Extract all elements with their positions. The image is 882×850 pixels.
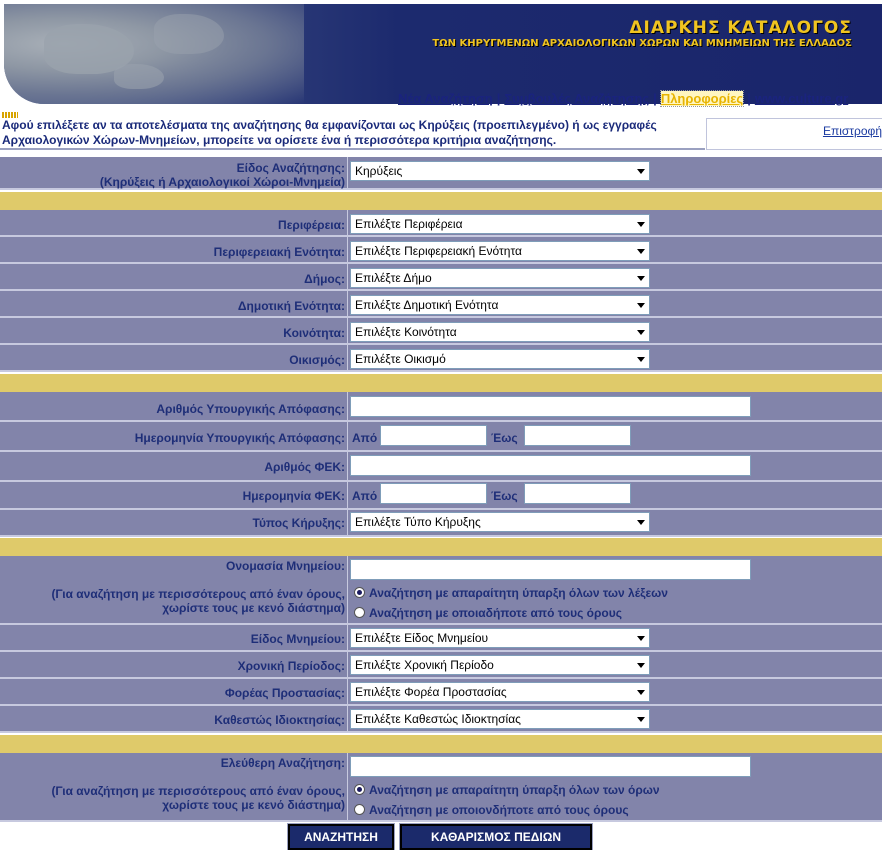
row-free-search (0, 753, 882, 822)
monument-name-input[interactable] (350, 559, 751, 580)
radio-selected-icon[interactable] (354, 784, 365, 795)
chevron-down-icon (637, 330, 645, 335)
chevron-down-icon (637, 520, 645, 525)
fek-date-to-input[interactable] (524, 483, 631, 504)
row-settlement (0, 345, 882, 372)
chevron-down-icon (637, 222, 645, 227)
decision-date-label: Ημερομηνία Υπουργικής Απόφασης: (134, 431, 345, 445)
form-buttons (0, 824, 882, 850)
nav-new-search-link[interactable]: Νέα Αναζήτηση (398, 91, 493, 106)
row-municipality (0, 264, 882, 291)
row-fek-date (0, 482, 882, 510)
row-regional-unit (0, 237, 882, 264)
monument-name-label: Ονομασία Μνημείου: (226, 559, 345, 573)
row-ownership (0, 706, 882, 733)
nav-culture-site-link[interactable]: www.culture.gr (754, 91, 849, 106)
banner-panel (4, 4, 882, 104)
section-separator (0, 192, 882, 210)
decision-number-label: Αριθμός Υπουργικής Απόφασης: (156, 402, 345, 416)
section-separator (0, 538, 882, 556)
nav-info-link[interactable]: Πληροφορίες (660, 91, 744, 106)
info-text: Αφού επιλέξετε αν τα αποτελέσματα της αναζήτησης θα εμφανίζονται ως Κηρύξεις (προεπιλεγμένο) ή ως εγγραφές Αρχαιολογικών Χώρων-Μνημείων, μπορείτε να ορίσετε ένα ή περισσότερα κριτήρια αναζήτησης. (2, 118, 657, 147)
fek-date-from-input[interactable] (380, 483, 487, 504)
free-search-hint: (Για αναζήτηση με περισσότερους από έναν όρους, χωρίστε τους με κενό διάστημα) (51, 784, 345, 812)
region-label: Περιφέρεια: (278, 218, 345, 232)
greece-map-image (4, 4, 304, 104)
row-monument-name (0, 556, 882, 625)
nav-separator: | (747, 91, 751, 106)
free-search-input[interactable] (350, 756, 751, 777)
site-subtitle: ΤΩΝ ΚΗΡΥΓΜΕΝΩΝ ΑΡΧΑΙΟΛΟΓΙΚΩΝ ΧΩΡΩΝ ΚΑΙ ΜΝΗΜΕΙΩΝ ΤΗΣ ΕΛΛΑΔΟΣ (432, 38, 852, 49)
clear-fields-button[interactable]: ΚΑΘΑΡΙΣΜΟΣ ΠΕΔΙΩΝ (400, 824, 592, 850)
chevron-down-icon (637, 303, 645, 308)
section-separator (0, 374, 882, 392)
fek-date-to-label: Έως (491, 489, 518, 503)
row-municipal-unit (0, 291, 882, 318)
fek-date-from-label: Από (352, 489, 378, 503)
monument-name-hint: (Για αναζήτηση με περισσότερους από έναν όρους, χωρίστε τους με κενό διάστημα) (51, 587, 345, 615)
decision-date-from-label: Από (352, 431, 378, 445)
settlement-select[interactable]: Επιλέξτε Οικισμό (350, 349, 650, 369)
period-label: Χρονική Περίοδος: (237, 659, 345, 673)
row-fek-number (0, 452, 882, 482)
municipality-select[interactable]: Επιλέξτε Δήμο (350, 268, 650, 288)
radio-unselected-icon[interactable] (354, 607, 365, 618)
community-label: Κοινότητα: (283, 326, 345, 340)
community-select[interactable]: Επιλέξτε Κοινότητα (350, 322, 650, 342)
chevron-down-icon (637, 276, 645, 281)
protection-body-label: Φορέας Προστασίας: (224, 686, 345, 700)
regional-unit-label: Περιφερειακή Ενότητα: (213, 245, 345, 259)
section-separator (0, 735, 882, 753)
fek-number-label: Αριθμός ΦΕΚ: (264, 460, 345, 474)
free-search-radio-any[interactable]: Αναζήτηση με οποιονδήποτε από τους όρους (354, 803, 629, 817)
back-box (706, 118, 882, 150)
row-region (0, 210, 882, 237)
chevron-down-icon (637, 663, 645, 668)
row-monument-type (0, 625, 882, 652)
row-search-type (0, 157, 882, 190)
decision-date-from-input[interactable] (380, 425, 487, 446)
fek-number-input[interactable] (350, 455, 751, 476)
monument-name-radio-all[interactable]: Αναζήτηση με απαραίτητη ύπαρξη όλων των λέξεων (354, 586, 668, 600)
chevron-down-icon (637, 357, 645, 362)
monument-type-label: Είδος Μνημείου: (250, 632, 345, 646)
search-button[interactable]: ΑΝΑΖΗΤΗΣΗ (288, 824, 394, 850)
nav-separator: | (653, 91, 657, 106)
free-search-label: Ελεύθερη Αναζήτηση: (220, 756, 345, 770)
search-type-label: Είδος Αναζήτησης: (Κηρύξεις ή Αρχαιολογικοί Χώροι-Μνημεία) (99, 161, 345, 189)
ownership-label: Καθεστώς Ιδιοκτησίας: (214, 713, 345, 727)
radio-unselected-icon[interactable] (354, 804, 365, 815)
row-decision-date (0, 422, 882, 452)
monument-type-select[interactable]: Επιλέξτε Είδος Μνημείου (350, 628, 650, 648)
row-community (0, 318, 882, 345)
search-type-select[interactable]: Κηρύξεις (350, 161, 650, 181)
free-search-radio-all[interactable]: Αναζήτηση με απαραίτητη ύπαρξη όλων των όρων (354, 783, 660, 797)
region-select[interactable]: Επιλέξτε Περιφέρεια (350, 214, 650, 234)
chevron-down-icon (637, 249, 645, 254)
regional-unit-select[interactable]: Επιλέξτε Περιφερειακή Ενότητα (350, 241, 650, 261)
decision-date-to-label: Έως (491, 431, 518, 445)
period-select[interactable]: Επιλέξτε Χρονική Περίοδο (350, 655, 650, 675)
row-decision-number (0, 392, 882, 422)
chevron-down-icon (637, 717, 645, 722)
municipality-label: Δήμος: (304, 272, 345, 286)
declaration-type-select[interactable]: Επιλέξτε Τύπο Κήρυξης (350, 512, 650, 532)
fek-date-label: Ημερομηνία ΦΕΚ: (242, 489, 345, 503)
declaration-type-label: Τύπος Κήρυξης: (252, 516, 345, 530)
ownership-select[interactable]: Επιλέξτε Καθεστώς Ιδιοκτησίας (350, 709, 650, 729)
row-period (0, 652, 882, 679)
chevron-down-icon (637, 169, 645, 174)
info-bar (0, 118, 705, 150)
row-declaration-type (0, 510, 882, 537)
top-nav (398, 91, 848, 106)
header-banner (0, 0, 882, 104)
nav-separator: | (496, 91, 501, 106)
monument-name-radio-any[interactable]: Αναζήτηση με οποιαδήποτε από τους όρους (354, 606, 622, 620)
back-link[interactable]: Επιστροφή (822, 124, 882, 138)
settlement-label: Οικισμός: (289, 353, 345, 367)
chevron-down-icon (637, 636, 645, 641)
decision-date-to-input[interactable] (524, 425, 631, 446)
site-title: ΔΙΑΡΚΗΣ ΚΑΤΑΛΟΓΟΣ (629, 18, 852, 38)
decision-number-input[interactable] (350, 396, 751, 417)
radio-selected-icon[interactable] (354, 587, 365, 598)
municipal-unit-select[interactable]: Επιλέξτε Δημοτική Ενότητα (350, 295, 650, 315)
municipal-unit-label: Δημοτική Ενότητα: (237, 299, 345, 313)
row-protection-body (0, 679, 882, 706)
chevron-down-icon (637, 690, 645, 695)
protection-body-select[interactable]: Επιλέξτε Φορέα Προστασίας (350, 682, 650, 702)
nav-tips-link[interactable]: Συμβουλές Αναζήτησης (504, 91, 650, 106)
